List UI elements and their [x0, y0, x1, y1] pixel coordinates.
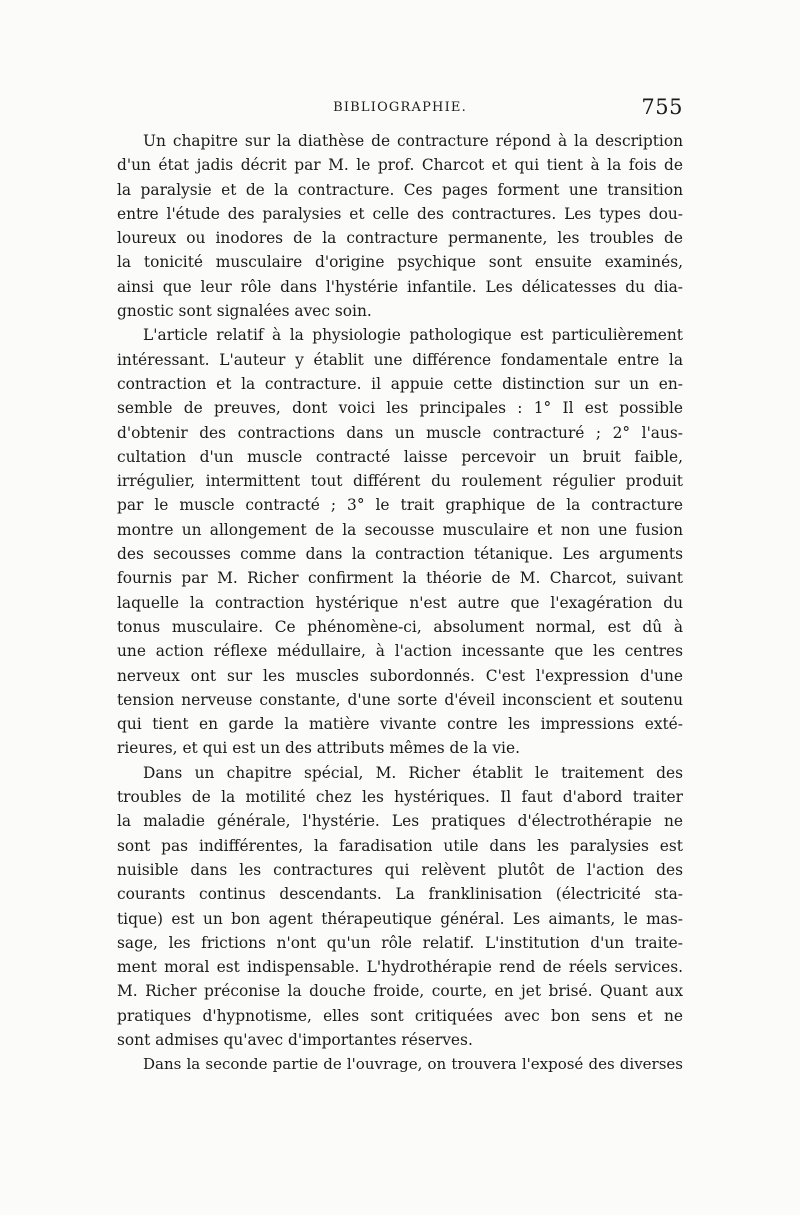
text-line: ment moral est indispensable. L'hydrothérapie rend de réels services. [117, 958, 683, 977]
text-line: d'un état jadis décrit par M. le prof. Charcot et qui tient à la fois de [117, 156, 683, 175]
text-line: contraction et la contracture. il appuie cette distinction sur un en- [117, 374, 683, 393]
text-line: pratiques d'hypnotisme, elles sont critiquées avec bon sens et ne [117, 1006, 683, 1025]
text-line: tique) est un bon agent thérapeutique général. Les aimants, le mas- [117, 909, 683, 928]
text-line: Un chapitre sur la diathèse de contracture répond à la description [143, 132, 683, 150]
paragraph [117, 323, 683, 760]
text-line: tension nerveuse constante, d'une sorte d'éveil inconscient et soutenu [117, 690, 683, 709]
text-line: sage, les frictions n'ont qu'un rôle relatif. L'institution d'un traite- [117, 933, 683, 952]
paragraph [117, 129, 683, 323]
text-line: M. Richer préconise la douche froide, courte, en jet brisé. Quant aux [117, 982, 683, 1001]
text-line: intéressant. L'auteur y établit une différence fondamentale entre la [117, 350, 683, 369]
text-line: troubles de la motilité chez les hystériques. Il faut d'abord traiter [117, 788, 683, 807]
text-line: sont pas indifférentes, la faradisation utile dans les paralysies est [117, 836, 683, 855]
text-line: nuisible dans les contractures qui relèvent plutôt de l'action des [117, 860, 683, 879]
text-line: Dans un chapitre spécial, M. Richer établit le traitement des [143, 763, 683, 782]
text-line: semble de preuves, dont voici les principales : 1° Il est possible [117, 399, 683, 418]
text-line: des secousses comme dans la contraction tétanique. Les arguments [117, 545, 683, 564]
text-line: la tonicité musculaire d'origine psychique sont ensuite examinés, [117, 253, 683, 272]
page-number: 755 [641, 95, 683, 119]
text-line: sont admises qu'avec d'importantes réserves. [117, 1030, 473, 1049]
page-header [117, 95, 683, 122]
running-title: BIBLIOGRAPHIE. [333, 100, 467, 115]
text-line: rieures, et qui est un des attributs mêmes de la vie. [117, 739, 520, 758]
text-line: loureux ou inodores de la contracture permanente, les troubles de [117, 229, 683, 248]
text-line: montre un allongement de la secousse musculaire et non une fusion [117, 520, 683, 539]
text-line: ainsi que leur rôle dans l'hystérie infantile. Les délicatesses du dia- [117, 277, 683, 296]
paragraph [117, 761, 683, 1053]
text-line: par le muscle contracté ; 3° le trait graphique de la contracture [117, 496, 683, 515]
body-text [117, 129, 683, 1077]
text-line: cultation d'un muscle contracté laisse percevoir un bruit faible, [117, 447, 683, 466]
text-line: laquelle la contraction hystérique n'est autre que l'exagération du [117, 593, 683, 612]
text-line: tonus musculaire. Ce phénomène-ci, absolument normal, est dû à [117, 617, 683, 636]
text-line: la paralysie et de la contracture. Ces pages forment une transition [117, 180, 683, 199]
paragraph [117, 1052, 683, 1076]
text-line: la maladie générale, l'hystérie. Les pratiques d'électrothérapie ne [117, 812, 683, 831]
text-line: irrégulier, intermittent tout différent du roulement régulier produit [117, 472, 683, 491]
text-line: fournis par M. Richer confirment la théorie de M. Charcot, suivant [117, 569, 683, 588]
text-line: qui tient en garde la matière vivante contre les impressions exté- [117, 715, 683, 734]
text-line: nerveux ont sur les muscles subordonnés. C'est l'expression d'une [117, 666, 683, 685]
text-line: courants continus descendants. La franklinisation (électricité sta- [117, 885, 683, 904]
text-line: une action réflexe médullaire, à l'action incessante que les centres [117, 642, 683, 661]
text-line: L'article relatif à la physiologie pathologique est particulièrement [143, 326, 683, 345]
text-line: Dans la seconde partie de l'ouvrage, on trouvera l'exposé des diverses [143, 1055, 683, 1074]
text-line: gnostic sont signalées avec soin. [117, 302, 372, 321]
text-line: d'obtenir des contractions dans un muscle contracturé ; 2° l'aus- [117, 423, 683, 442]
text-line: entre l'étude des paralysies et celle des contractures. Les types dou- [117, 204, 683, 223]
